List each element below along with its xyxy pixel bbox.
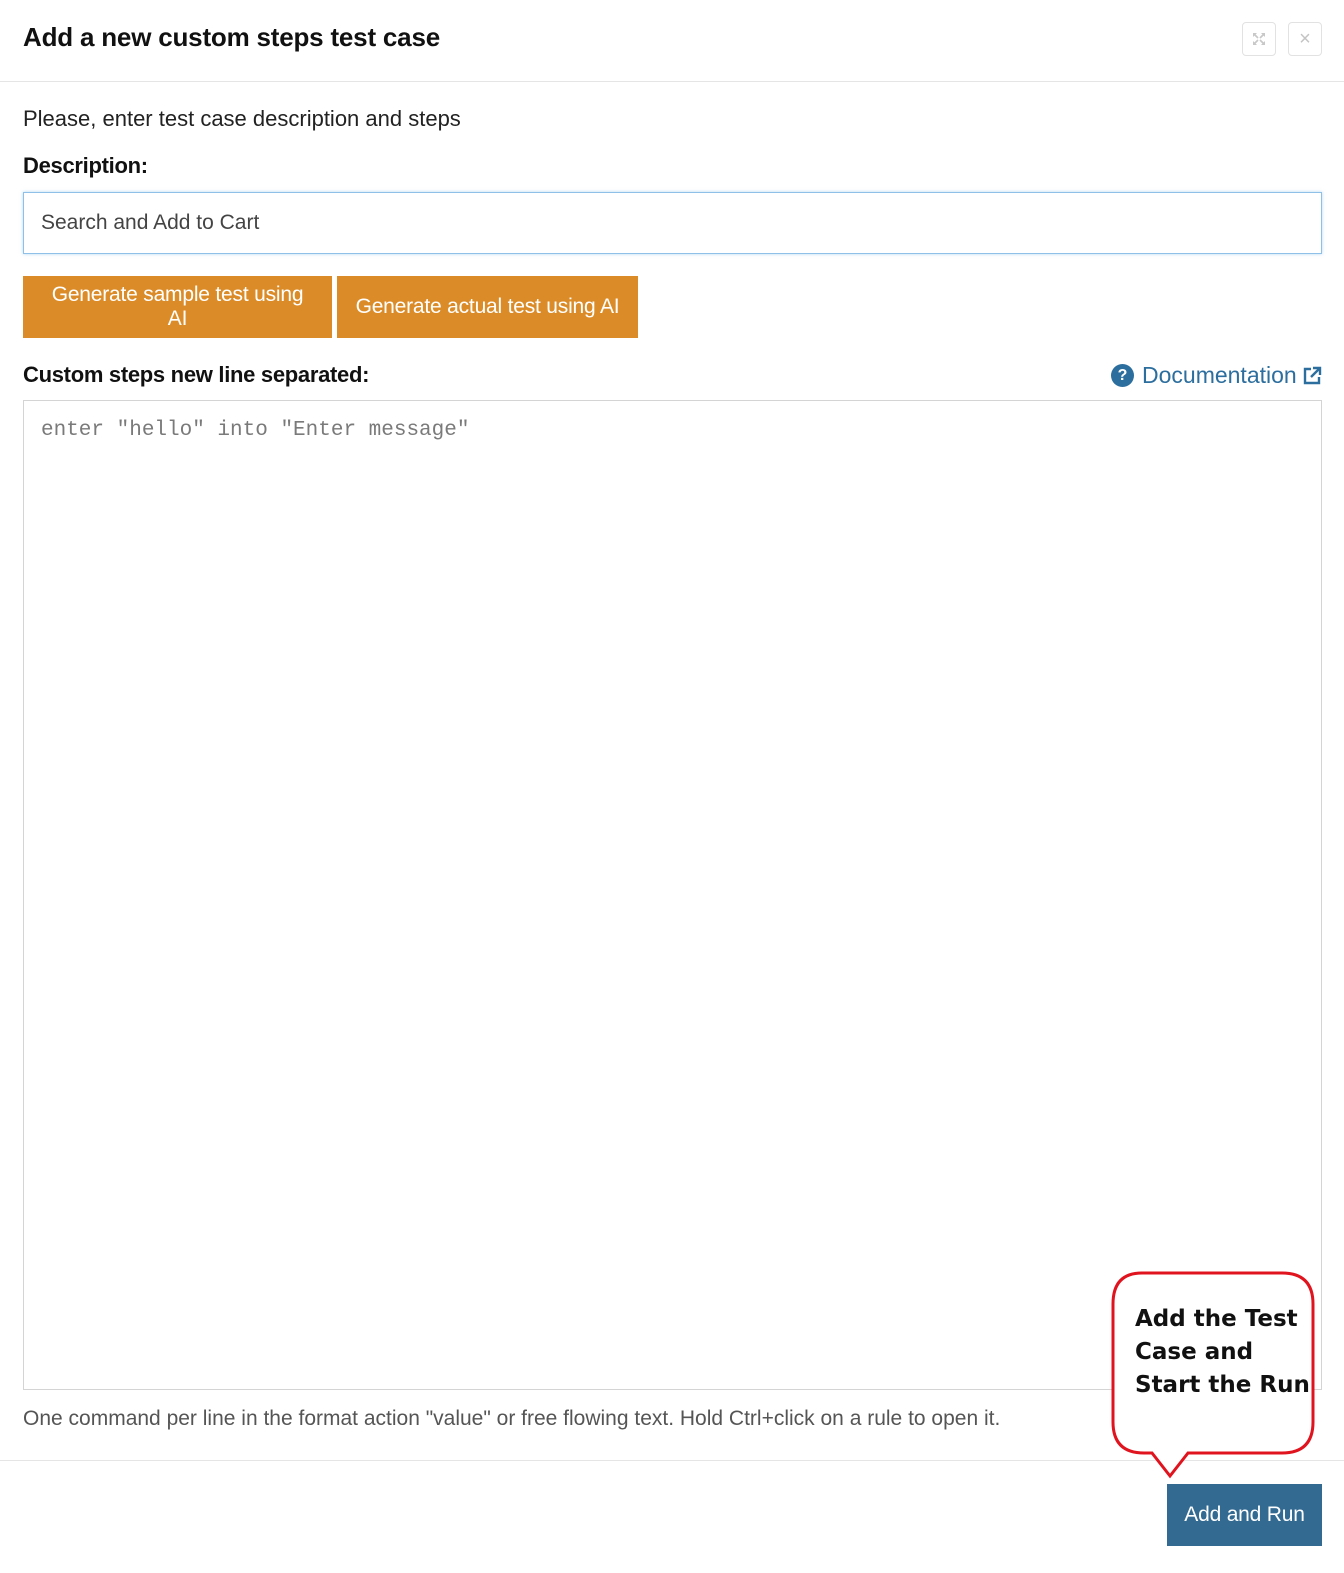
- question-circle-icon: ?: [1111, 364, 1134, 387]
- dialog-header: [0, 0, 1344, 82]
- add-and-run-button[interactable]: Add and Run: [1167, 1484, 1322, 1546]
- generate-actual-test-button[interactable]: Generate actual test using AI: [337, 276, 638, 338]
- annotation-callout-text: Add the Test Case and Start the Run: [1135, 1306, 1310, 1398]
- close-button[interactable]: [1288, 22, 1322, 56]
- documentation-link[interactable]: [1111, 362, 1322, 389]
- expand-button[interactable]: [1242, 22, 1276, 56]
- description-label: Description:: [23, 153, 148, 178]
- close-icon: ×: [1299, 27, 1311, 50]
- steps-help-text: One command per line in the format action "value" or free flowing text. Hold Ctrl+click on a rule to open it.: [23, 1407, 1001, 1430]
- custom-steps-label: Custom steps new line separated:: [23, 362, 370, 387]
- external-link-icon: [1302, 366, 1322, 386]
- expand-arrows-icon: [1252, 32, 1266, 46]
- dialog-title: Add a new custom steps test case: [23, 22, 440, 52]
- custom-steps-textarea[interactable]: [23, 400, 1322, 1390]
- generate-sample-test-button[interactable]: Generate sample test using AI: [23, 276, 332, 338]
- description-input[interactable]: [23, 192, 1322, 254]
- intro-text: Please, enter test case description and steps: [23, 106, 461, 131]
- documentation-link-label: Documentation: [1142, 362, 1297, 388]
